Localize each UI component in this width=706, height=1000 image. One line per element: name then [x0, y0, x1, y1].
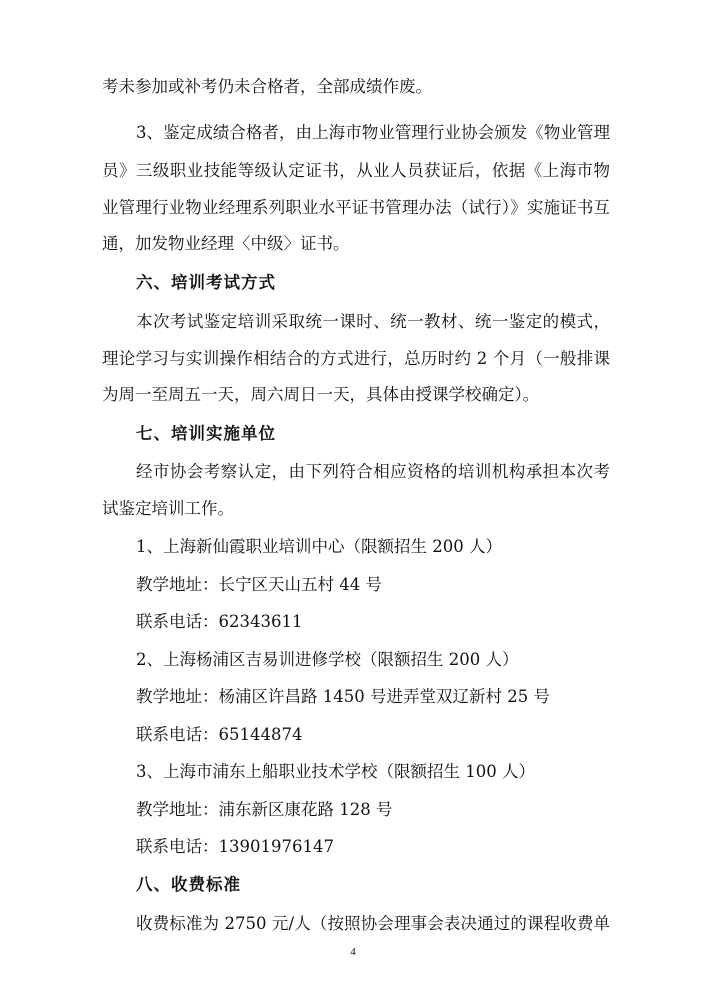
text-line: 教学地址：杨浦区许昌路 1450 号进弄堂双辽新村 25 号 [136, 687, 550, 706]
text-line: 教学地址：长宁区天山五村 44 号 [136, 575, 382, 594]
text-line: 1、上海新仙霞职业培训中心（限额招生 200 人） [136, 537, 502, 556]
text-line: 通，加发物业经理〈中级〉证书。 [102, 234, 350, 253]
text-line: 3、上海市浦东上船职业技术学校（限额招生 100 人） [136, 762, 535, 781]
text-line: 试鉴定培训工作。 [102, 499, 234, 518]
section-heading: 六、培训考试方式 [136, 273, 276, 292]
section-heading: 七、培训实施单位 [136, 424, 276, 443]
text-line: 联系电话：65144874 [136, 725, 303, 744]
text-line: 3、鉴定成绩合格者，由上海市物业管理行业协会颁发《物业管理 [136, 123, 610, 142]
text-line: 经市协会考察认定，由下列符合相应资格的培训机构承担本次考 [136, 462, 610, 481]
text-line: 员》三级职业技能等级认定证书，从业人员获证后，依据《上海市物 [102, 161, 610, 180]
page-number: 4 [350, 946, 356, 958]
text-line: 2、上海杨浦区吉易训进修学校（限额招生 200 人） [136, 650, 519, 669]
text-line: 联系电话：13901976147 [136, 837, 334, 856]
text-line: 收费标准为 2750 元/人（按照协会理事会表决通过的课程收费单 [136, 914, 610, 933]
text-line: 理论学习与实训操作相结合的方式进行，总历时约 2 个月（一般排课 [102, 349, 610, 368]
text-line: 业管理行业物业经理系列职业水平证书管理办法（试行）》实施证书互 [102, 198, 610, 217]
text-line: 考未参加或补考仍未合格者，全部成绩作废。 [102, 77, 432, 96]
text-line: 联系电话：62343611 [136, 612, 303, 631]
text-line: 教学地址：浦东新区康花路 128 号 [136, 800, 393, 819]
text-line: 本次考试鉴定培训采取统一课时、统一教材、统一鉴定的模式， [136, 312, 610, 331]
section-heading: 八、收费标准 [136, 875, 241, 894]
text-line: 为周一至周五一天，周六周日一天，具体由授课学校确定）。 [102, 385, 540, 404]
